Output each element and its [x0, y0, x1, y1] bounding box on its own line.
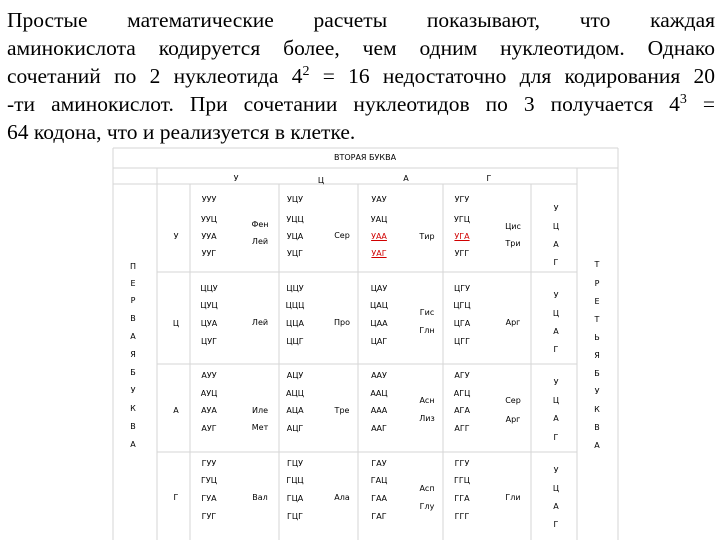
third-letter-cell: А — [553, 327, 559, 336]
third-letter-caption: В — [594, 423, 600, 432]
amino-acid: Про — [334, 318, 350, 327]
codon: АЦЦ — [286, 389, 304, 398]
third-letter-caption: А — [594, 441, 600, 450]
first-letter-caption: У — [130, 386, 136, 395]
first-letter-caption: А — [130, 440, 136, 449]
codon: ГЦЦ — [286, 476, 304, 485]
amino-acid: Глн — [419, 326, 435, 335]
third-letter-cell: У — [553, 466, 559, 475]
third-letter-cell: Г — [553, 520, 559, 529]
amino-acid: Цис — [505, 222, 521, 231]
third-letter-caption: У — [594, 387, 600, 396]
codon: АЦУ — [286, 371, 304, 380]
codon: УГГ — [454, 249, 470, 258]
codon: ЦАЦ — [370, 301, 388, 310]
codon: АЦГ — [286, 424, 304, 433]
codon: ААА — [370, 406, 388, 415]
amino-acid: Лиз — [419, 414, 435, 423]
third-letter-cell: А — [553, 414, 559, 423]
codon: ЦУЦ — [200, 301, 218, 310]
amino-acid: Глу — [419, 502, 435, 511]
codon: УЦЦ — [286, 215, 304, 224]
exponent: 3 — [679, 91, 687, 107]
codon: УГУ — [454, 195, 470, 204]
second-letter-header: Ц — [317, 176, 325, 185]
codon: АГЦ — [453, 389, 471, 398]
codon: ГЦА — [286, 494, 304, 503]
codon: УУУ — [201, 195, 217, 204]
codon: ГЦУ — [287, 459, 303, 468]
paragraph-line: аминокислота кодируется более, чем одним нуклеотидом. Однако — [7, 36, 715, 60]
codon: АУУ — [201, 371, 217, 380]
second-letter-header: Г — [486, 174, 492, 183]
second-letter-header: А — [403, 174, 409, 183]
third-letter-cell: У — [553, 378, 559, 387]
amino-acid: Гли — [505, 493, 521, 502]
codon: УУА — [201, 232, 217, 241]
amino-acid: Лей — [251, 318, 269, 327]
third-letter-cell: Г — [553, 345, 559, 354]
amino-acid: Асн — [419, 396, 435, 405]
third-letter-cell: Г — [553, 433, 559, 442]
amino-acid: Мет — [251, 423, 269, 432]
codon: ГЦГ — [287, 512, 303, 521]
text-segment: -ти аминокислот. При сочетании нуклеотидов по 3 получается 4 — [7, 92, 680, 116]
codon: УЦГ — [287, 249, 303, 258]
first-letter-caption: Е — [130, 279, 136, 288]
first-letter-caption: А — [130, 332, 136, 341]
text-segment: = — [686, 92, 715, 116]
codon: УАЦ — [370, 215, 388, 224]
first-letter-caption: Р — [130, 296, 136, 305]
stop-codon: УАА — [371, 232, 387, 241]
third-letter-cell: Ц — [552, 396, 560, 405]
second-letter-header: У — [233, 174, 239, 183]
codon: ГАЦ — [370, 476, 388, 485]
codon: АГГ — [454, 424, 470, 433]
codon: АУА — [201, 406, 217, 415]
third-letter-cell: А — [553, 240, 559, 249]
codon: ЦУГ — [201, 337, 217, 346]
amino-acid: Ала — [334, 493, 350, 502]
codon: ЦАГ — [370, 337, 388, 346]
third-letter-caption: Т — [594, 315, 600, 324]
first-letter-caption: К — [130, 404, 136, 413]
paragraph-line: 64 кодона, что и реализуется в клетке. — [7, 120, 356, 144]
third-letter-caption: Б — [594, 369, 600, 378]
codon: УУЦ — [201, 215, 217, 224]
codon: ГУЦ — [201, 476, 217, 485]
codon: УЦУ — [287, 195, 303, 204]
amino-acid: Три — [505, 239, 521, 248]
codon: ГАГ — [371, 512, 387, 521]
codon: АГА — [454, 406, 470, 415]
codon: ЦЦГ — [286, 337, 304, 346]
third-letter-caption: Я — [594, 351, 600, 360]
codon: ААЦ — [370, 389, 388, 398]
codon: УГЦ — [454, 215, 470, 224]
third-letter-cell: А — [553, 502, 559, 511]
third-letter-caption: Т — [594, 260, 600, 269]
stop-codon: УАГ — [371, 249, 387, 258]
amino-acid: Фен — [251, 220, 269, 229]
codon: ГГЦ — [454, 476, 470, 485]
codon: ГАУ — [371, 459, 387, 468]
first-letter-cell: А — [173, 406, 179, 415]
third-letter-cell: У — [553, 204, 559, 213]
codon: ГГГ — [454, 512, 470, 521]
third-letter-cell: Г — [553, 258, 559, 267]
codon: АГУ — [454, 371, 470, 380]
codon: АЦА — [286, 406, 304, 415]
codon: ЦАА — [370, 319, 388, 328]
amino-acid: Вал — [252, 493, 268, 502]
first-letter-caption: Б — [130, 368, 136, 377]
third-letter-cell: Ц — [552, 222, 560, 231]
first-letter-caption: П — [129, 262, 137, 271]
codon: УЦА — [286, 232, 304, 241]
table-title: ВТОРАЯ БУКВА — [333, 153, 397, 162]
amino-acid: Арг — [505, 415, 521, 424]
amino-acid: Сер — [505, 396, 521, 405]
codon: ГГА — [454, 494, 470, 503]
first-letter-caption: В — [130, 314, 136, 323]
codon: ГУУ — [201, 459, 217, 468]
codon: ААУ — [371, 371, 387, 380]
codon: АУГ — [201, 424, 217, 433]
codon: ЦГУ — [454, 284, 470, 293]
paragraph-line: Простые математические расчеты показывают, что каждая — [7, 8, 715, 32]
third-letter-caption: Е — [594, 297, 600, 306]
codon: ЦЦЦ — [285, 301, 305, 310]
third-letter-caption: Р — [594, 279, 600, 288]
codon: УАУ — [371, 195, 387, 204]
amino-acid: Тир — [419, 232, 435, 241]
codon: ЦГЦ — [453, 301, 471, 310]
codon: ГУА — [201, 494, 217, 503]
text-segment: сочетаний по 2 нуклеотида 4 — [7, 64, 303, 88]
codon: ГУГ — [201, 512, 217, 521]
codon: УУГ — [201, 249, 217, 258]
text-segment: = 16 недостаточно для кодирования 20 — [309, 64, 715, 88]
stop-codon: УГА — [454, 232, 470, 241]
amino-acid: Сер — [334, 231, 350, 240]
first-letter-caption: Я — [130, 350, 136, 359]
codon: ЦАУ — [370, 284, 388, 293]
amino-acid: Арг — [505, 318, 521, 327]
codon: ГАА — [371, 494, 387, 503]
first-letter-cell: Ц — [172, 319, 180, 328]
first-letter-caption: В — [130, 422, 136, 431]
codon: ЦГГ — [454, 337, 470, 346]
third-letter-caption: Ь — [594, 333, 600, 342]
codon: ЦГА — [453, 319, 471, 328]
amino-acid: Гис — [419, 308, 435, 317]
amino-acid: Асп — [419, 484, 435, 493]
amino-acid: Тре — [334, 406, 350, 415]
first-letter-cell: У — [173, 232, 179, 241]
third-letter-cell: Ц — [552, 309, 560, 318]
amino-acid: Лей — [251, 237, 269, 246]
codon: ЦЦА — [286, 319, 304, 328]
third-letter-cell: Ц — [552, 484, 560, 493]
third-letter-cell: У — [553, 291, 559, 300]
codon: ЦЦУ — [286, 284, 304, 293]
amino-acid: Иле — [251, 406, 269, 415]
codon: АУЦ — [200, 389, 218, 398]
first-letter-cell: Г — [173, 493, 179, 502]
third-letter-caption: К — [594, 405, 600, 414]
codon: ГГУ — [454, 459, 470, 468]
exponent: 2 — [302, 63, 310, 79]
codon: ЦУА — [200, 319, 218, 328]
codon: ААГ — [371, 424, 387, 433]
codon: ЦЦУ — [200, 284, 218, 293]
